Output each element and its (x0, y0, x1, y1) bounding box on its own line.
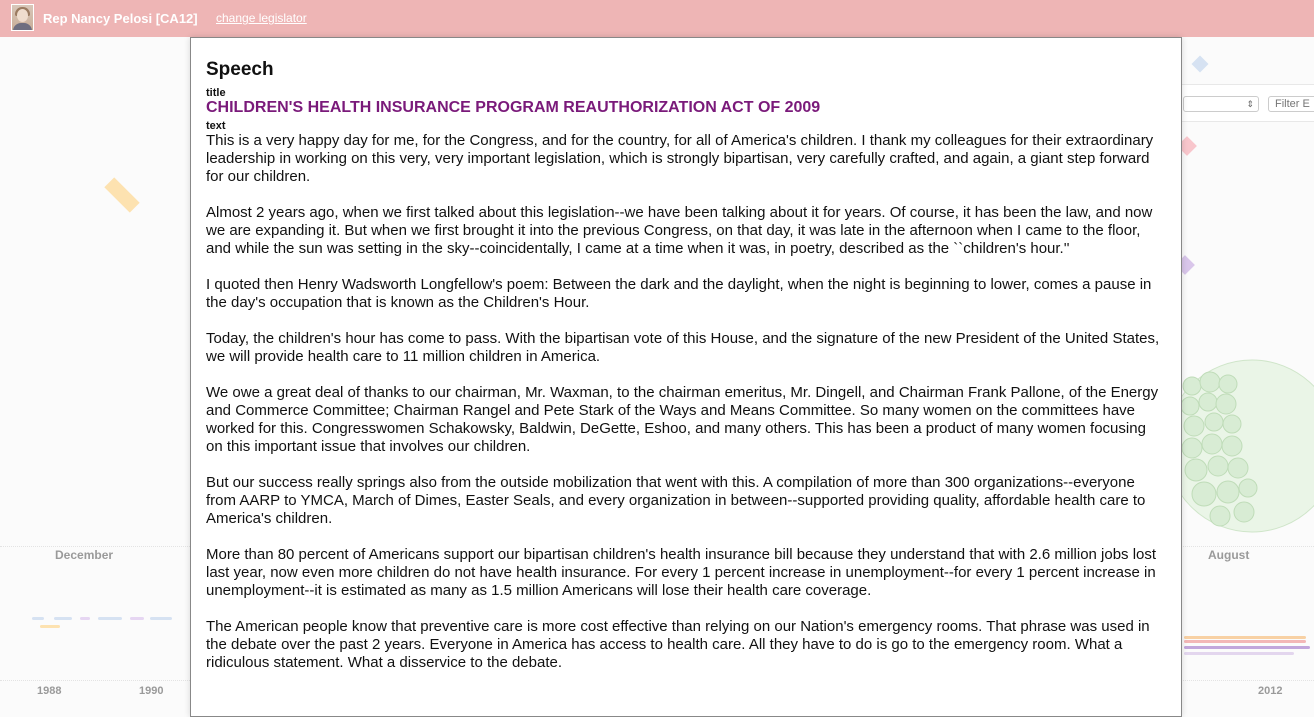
event-marker-yellow[interactable] (104, 177, 139, 212)
change-legislator-link[interactable]: change legislator (216, 11, 307, 25)
month-label-december: December (55, 548, 114, 562)
top-bar (0, 0, 1314, 37)
text-label: text (206, 120, 226, 132)
bubble-cluster (1172, 356, 1314, 536)
speech-title: CHILDREN'S HEALTH INSURANCE PROGRAM REAUTHORIZATION ACT OF 2009 (206, 99, 821, 116)
activity-strip (54, 617, 72, 620)
speech-paragraph: More than 80 percent of Americans support our bipartisan children's health insurance bill because they understand that with 2.6 million jobs lost last year, now even more children do not have health insurance. For every 1 percent increase in unemployment--for every 1 percent increase in unemployment--it is estimated as many as 1.5 million Americans will lose their health care coverage. (206, 546, 1157, 599)
activity-strip (1184, 646, 1310, 649)
select-arrows-icon: ⇕ (1246, 99, 1254, 109)
activity-strip (98, 617, 122, 620)
activity-strip (40, 625, 60, 628)
speech-paragraph: We owe a great deal of thanks to our chairman, Mr. Waxman, to the chairman emeritus, Mr. Dingell, and Chairman Frank Pallone, of the Energy and Commerce Committee; Chairman Rangel and Pete Stark of the Ways and Means Committee. So many women on the committees have worked for this. Congresswomen Schakowsky, Baldwin, DeGette, Eshoo, and many others. This has been a product of many women focusing on this important issue that involves our children. (206, 384, 1159, 455)
modal-heading: Speech (206, 59, 274, 80)
speech-paragraph: Today, the children's hour has come to pass. With the bipartisan vote of this House, and the signature of the new President of the United States, we will provide health care to 11 million children in America. (206, 330, 1160, 365)
filter-select[interactable] (1183, 96, 1259, 112)
year-label-1988: 1988 (37, 685, 62, 697)
year-label-2012: 2012 (1258, 685, 1283, 697)
month-label-august: August (1208, 548, 1250, 562)
activity-strip (80, 617, 90, 620)
activity-strip (1184, 652, 1294, 655)
activity-strip (32, 617, 44, 620)
filter-panel (1180, 84, 1314, 122)
activity-strip (130, 617, 144, 620)
speech-paragraph: But our success really springs also from the outside mobilization that went with this. A compilation of more than 300 organizations--everyone from AARP to YMCA, March of Dimes, Easter Seals, and every organization in between--supported providing quality, affordable health care to America's children. (206, 474, 1146, 527)
legislator-name: Rep Nancy Pelosi [CA12] (43, 11, 198, 26)
speech-modal (190, 37, 1182, 717)
speech-paragraph: This is a very happy day for me, for the Congress, and for the country, for all of America's children. I thank my colleagues for their extraordinary leadership in working on this very, very important legislation, which is strongly bipartisan, very carefully crafted, and again, a giant step forward for our children. (206, 132, 1154, 185)
speech-paragraph: Almost 2 years ago, when we first talked about this legislation--we have been talking about it for years. Of course, it has been the law, and now we are expanding it. But when we first brought it into the previous Congress, on that day, it was late in the afternoon when I came to the floor, and while the sun was setting in the sky--coincidentally, I came at a time when it was, in poetry, described as the ``children's hour.'' (206, 204, 1153, 257)
speech-paragraph: The American people know that preventive care is more cost effective than relying on our Nation's emergency rooms. That phrase was used in the debate over the past 2 years. Everyone in America has access to health care. All they have to do is go to the emergency room. What a ridiculous statement. What a disservice to the debate. (206, 618, 1150, 671)
speech-paragraph: I quoted then Henry Wadsworth Longfellow's poem: Between the dark and the daylight, when the night is beginning to lower, comes a pause in the day's occupation that is known as the Children's Hour. (206, 276, 1152, 311)
event-marker-blue[interactable] (1192, 56, 1209, 73)
legislator-avatar (11, 4, 34, 31)
title-label: title (206, 87, 226, 99)
activity-strip (150, 617, 172, 620)
activity-strip (1184, 640, 1306, 643)
speech-text (206, 132, 1165, 672)
filter-input[interactable] (1268, 96, 1314, 112)
activity-strip (1184, 636, 1306, 639)
year-label-1990: 1990 (139, 685, 164, 697)
